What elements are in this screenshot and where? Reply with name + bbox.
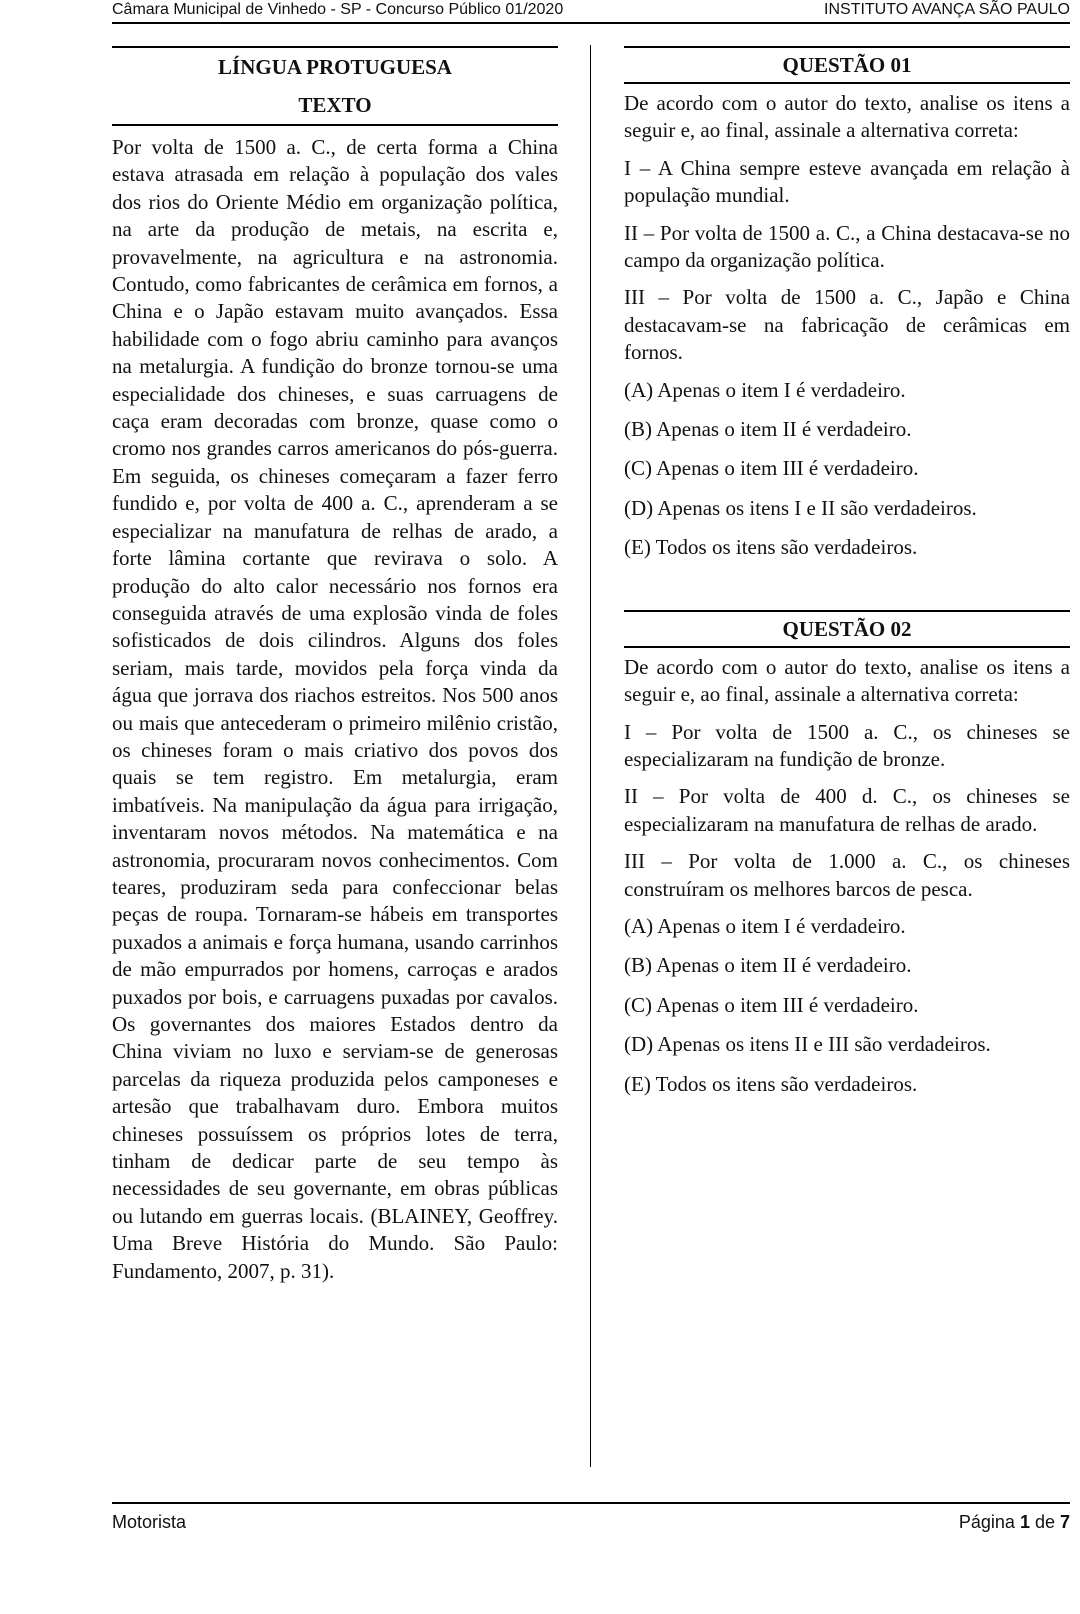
- left-column: [112, 46, 558, 1285]
- footer-role: Motorista: [112, 1511, 187, 1532]
- question-title: QUESTÃO 02: [624, 610, 1070, 648]
- answer-option-c: (C) Apenas o item III é verdadeiro.: [624, 992, 919, 1017]
- page-footer: [112, 1502, 1070, 1540]
- question-prompt: De acordo com o autor do texto, analise os itens a seguir e, ao final, assinale a alternativa correta:: [624, 91, 1070, 143]
- answer-option-e: (E) Todos os itens são verdadeiros.: [624, 535, 918, 560]
- question-item: I – A China sempre esteve avançada em relação à população mundial.: [624, 155, 1070, 208]
- answer-option-b: (B) Apenas o item II é verdadeiro.: [624, 417, 912, 442]
- header-institute: INSTITUTO AVANÇA SÃO PAULO: [824, 1, 1070, 18]
- question-item: III – Por volta de 1.000 a. C., os chineses construíram os melhores barcos de pesca.: [624, 849, 1070, 901]
- answer-option-b: (B) Apenas o item II é verdadeiro.: [624, 953, 912, 978]
- section-subtitle: TEXTO: [298, 93, 372, 117]
- question-02: [624, 610, 1070, 1098]
- right-column: [624, 46, 1070, 1110]
- page-number: Página 1 de 7: [958, 1511, 1070, 1532]
- column-divider: [590, 45, 591, 1467]
- answer-option-d: (D) Apenas os itens I e II são verdadeiros.: [624, 495, 977, 520]
- page-header: [112, 0, 1070, 24]
- question-item: III – Por volta de 1500 a. C., Japão e China destacavam-se na fabricação de cerâmicas em fornos.: [624, 285, 1070, 365]
- question-title: QUESTÃO 01: [624, 46, 1070, 84]
- header-exam-title: Câmara Municipal de Vinhedo - SP - Concurso Público 01/2020: [112, 1, 564, 18]
- question-item: II – Por volta de 1500 a. C., a China destacava-se no campo da organização política.: [624, 220, 1070, 273]
- question-prompt: De acordo com o autor do texto, analise os itens a seguir e, ao final, assinale a alternativa correta:: [624, 654, 1070, 707]
- answer-option-a: (A) Apenas o item I é verdadeiro.: [624, 377, 906, 402]
- section-title-box: [112, 46, 558, 126]
- question-item: I – Por volta de 1500 a. C., os chineses se especializaram na fundição de bronze.: [624, 719, 1070, 771]
- answer-option-a: (A) Apenas o item I é verdadeiro.: [624, 913, 906, 938]
- answer-option-e: (E) Todos os itens são verdadeiros.: [624, 1071, 918, 1096]
- answer-option-d: (D) Apenas os itens II e III são verdadeiros.: [624, 1032, 991, 1057]
- question-item: II – Por volta de 400 d. C., os chineses se especializaram na manufatura de relhas de arado.: [624, 784, 1070, 836]
- section-title: LÍNGUA PROTUGUESA: [218, 55, 452, 79]
- question-01: [624, 46, 1070, 562]
- answer-option-c: (C) Apenas o item III é verdadeiro.: [624, 456, 919, 481]
- reading-text: Por volta de 1500 a. C., de certa forma a China estava atrasada em relação à população dos vales dos rios do Oriente Médio em organização política, na arte da produção de metais, na escrita e, provavelmente, na agricultura e na astronomia. Contudo, como fabricantes de cerâmica em fornos, a China e o Japão estavam muito avançados. Essa habilidade com o fogo abriu caminho para avanços na metalurgia. A fundição do bronze tornou-se uma especialidade dos chineses, e suas carruagens de caça eram decoradas com bronze, quase como o cromo nos grandes carros americanos do pós-guerra. Em seguida, os chineses começaram a fazer ferro fundido e, por volta de 400 a. C., aprenderam a se especializar na manufatura de relhas de arado, a forte lâmina cortante que revirava o solo. A produção do alto calor necessário nos fornos era conseguida através de uma explosão vinda de foles sofisticados de dois cilindros. Alguns dos foles seriam, mais tarde, movidos pela força vinda da água que jorrava dos riachos estreitos. Nos 500 anos ou mais que antecederam o primeiro milênio cristão, os chineses foram o mais criativo dos povos dos quais se tem registro. Em metalurgia, eram imbatíveis. Na manipulação da água para irrigação, inventaram novos métodos. Na matemática e na astronomia, procuraram novos conhecimentos. Com teares, produziram seda para confeccionar belas peças de roupa. Tornaram-se hábeis em transportes puxados a animais e força humana, usando carrinhos de mão empurrados por homens, carroças e arados puxados por bois, e carruagens puxadas por cavalos. Os governantes dos maiores Estados dentro da China viviam no luxo e serviam-se de generosas parcelas da riqueza produzida pelos camponeses e artesão que trabalhavam duro. Embora muitos chineses possuíssem os próprios lotes de terra, tinham de dedicar parte de seu tempo às necessidades de seu governante, em obras públicas ou lutando em guerras locais. (BLAINEY, Geoffrey. Uma Breve História do Mundo. São Paulo: Fundamento, 2007, p. 31).: [112, 135, 558, 1283]
